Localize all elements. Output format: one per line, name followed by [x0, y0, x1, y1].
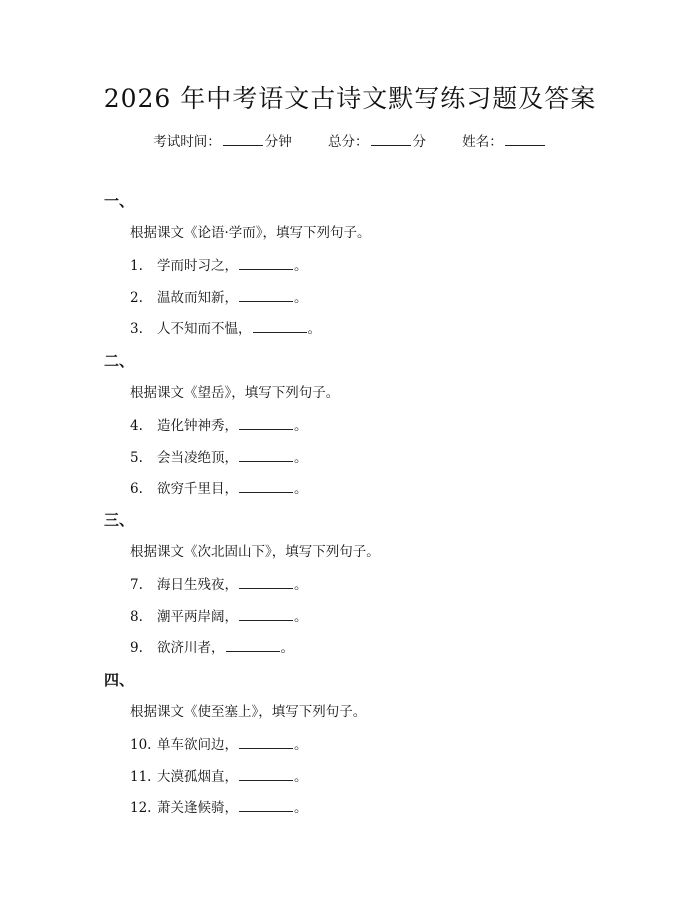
question-end: 。 [294, 290, 308, 306]
question-number: 10. [130, 737, 152, 753]
student-name-blank [505, 131, 545, 146]
answer-blank [226, 637, 280, 652]
question-item [130, 606, 308, 627]
section-heading: 四、 [104, 671, 135, 689]
question-number: 6. [130, 481, 143, 497]
exam-info [0, 131, 700, 152]
question-number: 7. [130, 577, 143, 593]
exam-time-label: 考试时间： [153, 134, 221, 150]
answer-blank [239, 478, 293, 493]
page-title: 2026 年中考语文古诗文默写练习题及答案 [103, 84, 597, 113]
question-item [130, 478, 308, 499]
question-end: 。 [280, 640, 294, 656]
question-item [130, 766, 308, 787]
question-text: 海日生残夜， [157, 577, 238, 593]
answer-blank [253, 318, 307, 333]
question-item [130, 734, 308, 755]
question-text: 会当凌绝顶， [157, 450, 238, 466]
answer-blank [239, 766, 293, 781]
exam-time-blank [223, 131, 263, 146]
question-number: 8. [130, 609, 143, 625]
question-number: 4. [130, 418, 143, 434]
question-item [130, 287, 308, 308]
section-instruction: 根据课文《论语·学而》，填写下列句子。 [130, 225, 371, 241]
answer-blank [239, 447, 293, 462]
total-score [328, 131, 426, 152]
question-end: 。 [294, 418, 308, 434]
answer-blank [239, 415, 293, 430]
question-text: 学而时习之， [157, 258, 238, 274]
question-end: 。 [294, 737, 308, 753]
student-name-label: 姓名： [462, 134, 503, 150]
section-instruction: 根据课文《望岳》，填写下列句子。 [130, 385, 340, 401]
answer-blank [239, 287, 293, 302]
section-instruction: 根据课文《使至塞上》，填写下列句子。 [130, 704, 367, 720]
student-name [462, 131, 547, 152]
answer-blank [239, 606, 293, 621]
total-score-unit: 分 [412, 134, 426, 150]
question-item [130, 797, 308, 818]
answer-blank [239, 574, 293, 589]
question-number: 12. [130, 800, 152, 816]
question-item [130, 637, 294, 658]
exam-time [153, 131, 292, 152]
total-score-blank [371, 131, 411, 146]
question-text: 造化钟神秀， [157, 418, 238, 434]
question-text: 温故而知新， [157, 290, 238, 306]
question-item [130, 255, 308, 276]
question-text: 人不知而不愠， [157, 321, 252, 337]
question-end: 。 [307, 321, 321, 337]
question-number: 11. [130, 769, 152, 785]
question-item [130, 415, 308, 436]
section-heading: 三、 [104, 511, 135, 529]
question-end: 。 [294, 450, 308, 466]
question-item [130, 318, 321, 339]
question-text: 萧关逢候骑， [157, 800, 238, 816]
question-end: 。 [294, 609, 308, 625]
question-end: 。 [294, 258, 308, 274]
question-number: 2. [130, 290, 143, 306]
question-text: 潮平两岸阔， [157, 609, 238, 625]
question-end: 。 [294, 769, 308, 785]
question-number: 5. [130, 450, 143, 466]
question-item [130, 574, 308, 595]
answer-blank [239, 734, 293, 749]
question-end: 。 [294, 481, 308, 497]
total-score-label: 总分： [328, 134, 369, 150]
question-end: 。 [294, 577, 308, 593]
question-number: 9. [130, 640, 143, 656]
question-number: 1. [130, 258, 143, 274]
question-number: 3. [130, 321, 143, 337]
question-text: 欲济川者， [157, 640, 225, 656]
question-item [130, 447, 308, 468]
question-text: 大漠孤烟直， [157, 769, 238, 785]
section-heading: 二、 [104, 352, 135, 370]
section-instruction: 根据课文《次北固山下》，填写下列句子。 [130, 544, 380, 560]
question-text: 欲穷千里目， [157, 481, 238, 497]
answer-blank [239, 255, 293, 270]
question-text: 单车欲问边， [157, 737, 238, 753]
section-heading: 一、 [104, 192, 135, 210]
answer-blank [239, 797, 293, 812]
question-end: 。 [294, 800, 308, 816]
exam-time-unit: 分钟 [264, 134, 292, 150]
